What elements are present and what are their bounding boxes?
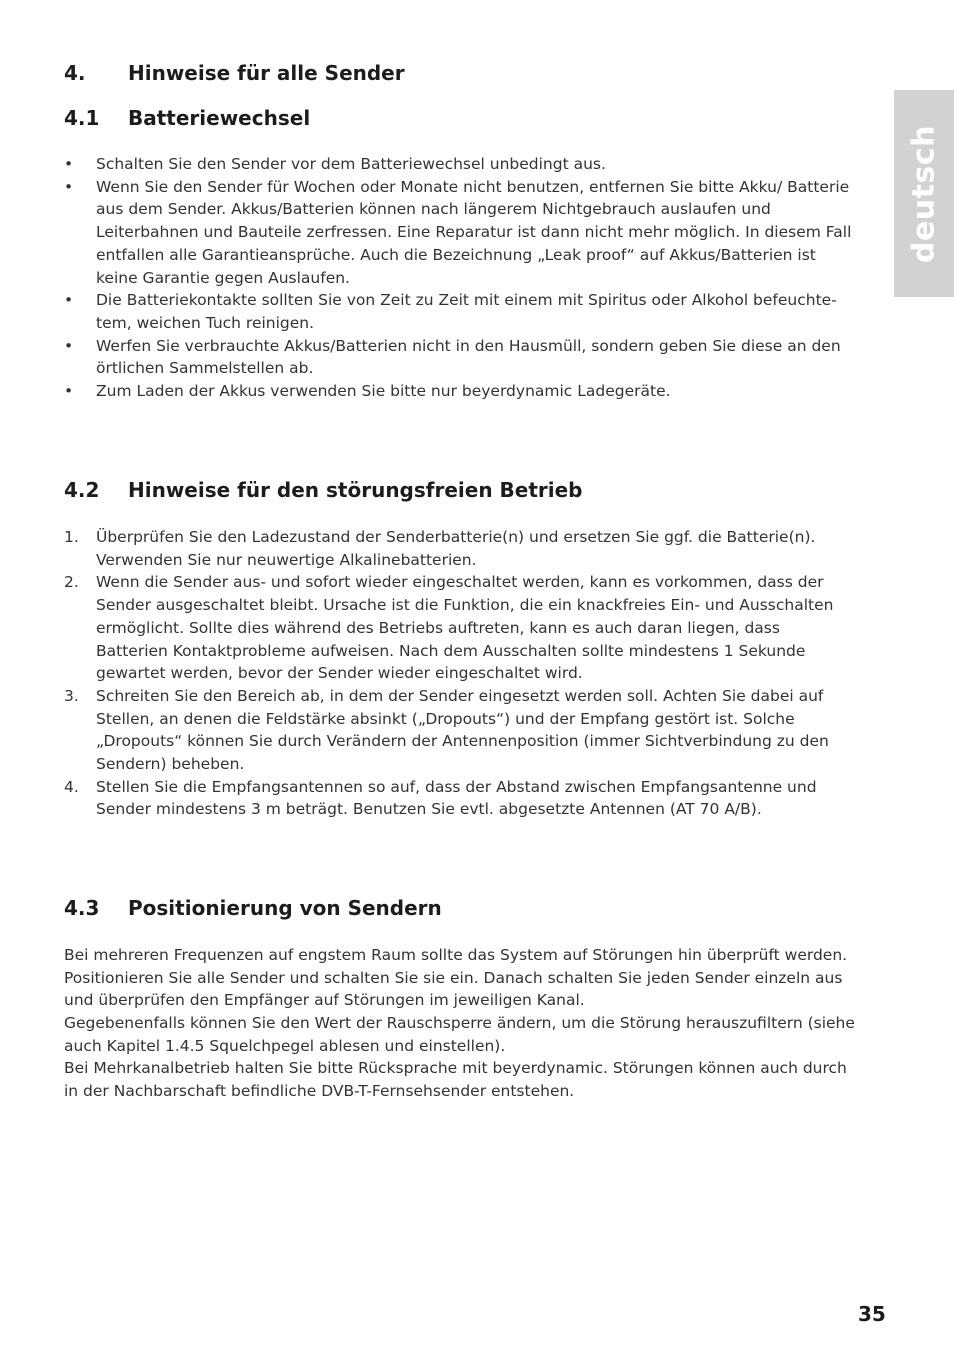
bullet-marker: • xyxy=(64,382,74,401)
list-item-number: 4. xyxy=(64,777,79,796)
list-item-text: Werfen Sie verbrauchte Akkus/Batterien nicht in den Hausmüll, sondern geben Sie diese an den örtlichen Sammelstellen ab. xyxy=(96,336,841,378)
list-item-text: Schalten Sie den Sender vor dem Batteriewechsel unbedingt aus. xyxy=(96,155,606,173)
list-item-number: 2. xyxy=(64,573,79,592)
section-4-3-number: 4.3 xyxy=(64,896,100,920)
list-item-text: Überprüfen Sie den Ladezustand der Senderbatterie(n) und ersetzen Sie ggf. die Batterie(n). Verwenden Sie nur neuwertige Alkalinebatterien. xyxy=(96,528,816,569)
list-item xyxy=(64,526,854,571)
section-4-title: Hinweise für alle Sender xyxy=(128,61,405,85)
battery-bullet-list xyxy=(64,153,854,403)
section-4-3-heading xyxy=(64,896,442,920)
language-tab-label: deutsch xyxy=(906,124,942,263)
section-4-2-number: 4.2 xyxy=(64,478,100,502)
list-item xyxy=(64,380,854,403)
bullet-marker: • xyxy=(64,291,74,310)
list-item-number: 1. xyxy=(64,528,79,546)
section-4-1-number: 4.1 xyxy=(64,106,100,130)
section-4-1-heading xyxy=(64,106,310,130)
list-item xyxy=(64,289,854,334)
list-item xyxy=(64,153,854,176)
bullet-marker: • xyxy=(64,155,74,173)
page-number: 35 xyxy=(858,1302,886,1326)
section-4-2-title: Hinweise für den störungsfreien Betrieb xyxy=(128,478,583,502)
list-item xyxy=(64,571,854,685)
list-item-text: Zum Laden der Akkus verwenden Sie bitte nur beyerdynamic Ladegeräte. xyxy=(96,382,671,401)
list-item xyxy=(64,685,854,776)
section-4-2-heading xyxy=(64,478,583,502)
list-item-number: 3. xyxy=(64,686,79,705)
list-item-text: Wenn Sie den Sender für Wochen oder Monate nicht benutzen, entfernen Sie bitte Akku/ Batterie aus dem Sender. Akkus/Batterien können nach längerem Nichtgebrauch auslaufen und Leiterbahnen und Bauteile zerfressen. Eine Reparatur ist dann nicht mehr möglich. In diesem Fall entfallen alle Garantieansprüche. Auch die Bezeichnung „Leak proof“ auf Akkus/Batterien ist keine Garantie gegen Auslaufen. xyxy=(96,177,852,287)
positioning-paragraph: Gegebenenfalls können Sie den Wert der Rauschsperre ändern, um die Störung herauszufiltern (siehe auch Kapitel 1.4.5 Squelchpegel ablesen und einstellen). xyxy=(64,1014,855,1055)
bullet-marker: • xyxy=(64,336,74,355)
list-item xyxy=(64,335,854,380)
list-item-text: Wenn die Sender aus- und sofort wieder eingeschaltet werden, kann es vorkommen, dass der Sender ausgeschaltet bleibt. Ursache ist die Funktion, die ein knackfreies Ein- und Ausschalten ermöglicht. Sollte dies während des Betriebs auftreten, kann es auch daran liegen, dass Batterien Kontaktprobleme aufweisen. Nach dem Ausschalten sollte mindestens 1 Sekunde gewartet werden, bevor der Sender wieder eingeschaltet wird. xyxy=(96,573,834,683)
bullet-marker: • xyxy=(64,177,74,196)
list-item-text: Stellen Sie die Empfangsantennen so auf, dass der Abstand zwischen Empfangsantenne und Sender mindestens 3 m beträgt. Benutzen Sie evtl. abgesetzte Antennen (AT 70 A/B). xyxy=(96,777,817,819)
language-side-tab xyxy=(894,90,954,297)
list-item-text: Die Batteriekontakte sollten Sie von Zeit zu Zeit mit einem mit Spiritus oder Alkohol befeuchte- tem, weichen Tuch reinigen. xyxy=(96,291,837,332)
list-item xyxy=(64,176,854,290)
list-item xyxy=(64,776,854,821)
section-4-number: 4. xyxy=(64,61,86,85)
section-4-3-title: Positionierung von Sendern xyxy=(128,896,442,920)
section-4-1-title: Batteriewechsel xyxy=(128,106,311,130)
positioning-paragraph: Bei mehreren Frequenzen auf engstem Raum sollte das System auf Störungen hin überprüft werden. Positionieren Sie alle Sender und schalten Sie sie ein. Danach schalten Sie jeden Sender einzeln aus und überprüfen den Empfänger auf Störungen im jeweiligen Kanal. xyxy=(64,946,848,1010)
list-item-text: Schreiten Sie den Bereich ab, in dem der Sender eingesetzt werden soll. Achten Sie dabei auf Stellen, an denen die Feldstärke absinkt („Dropouts“) und der Empfang gestört ist. Solche „Dropouts“ können Sie durch Verändern der Antennenposition (immer Sichtverbindung zu den Sendern) beheben. xyxy=(96,686,829,774)
positioning-paragraph: Bei Mehrkanalbetrieb halten Sie bitte Rücksprache mit beyerdynamic. Störungen können auch durch in der Nachbarschaft befindliche DVB-T-Fernsehsender entstehen. xyxy=(64,1059,847,1100)
section-4-heading xyxy=(64,61,405,85)
operation-numbered-list xyxy=(64,526,854,821)
